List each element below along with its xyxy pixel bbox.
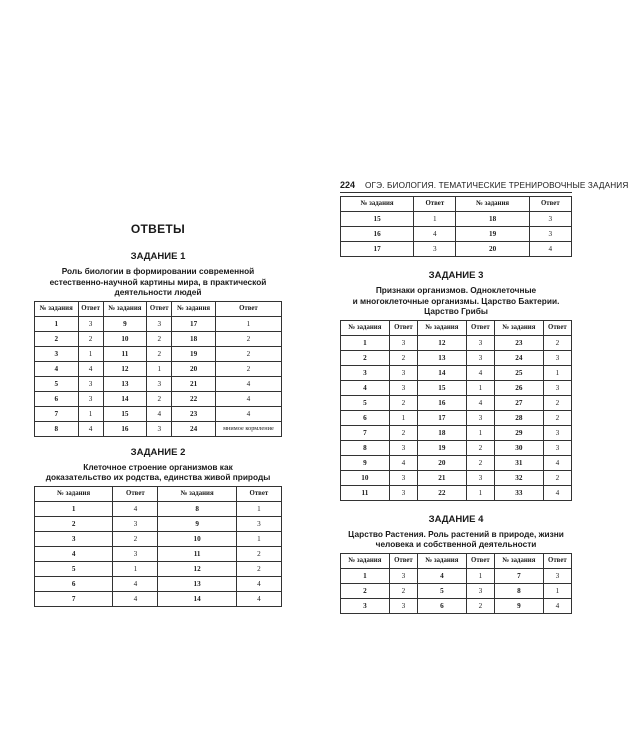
table-row	[35, 561, 282, 576]
task-number-cell: 12	[103, 361, 147, 376]
answer-cell: 3	[147, 376, 172, 391]
task4-description	[340, 529, 572, 550]
task4-desc-line: человека и собственной деятельности	[375, 539, 537, 549]
answers-heading: ОТВЕТЫ	[130, 222, 186, 236]
task-number-cell: 13	[158, 576, 236, 591]
column-header: Ответ	[543, 320, 571, 335]
answer-cell: 3	[78, 391, 103, 406]
answer-cell: 2	[543, 410, 571, 425]
task-number-cell: 15	[417, 380, 466, 395]
table-header-row	[341, 197, 572, 212]
page-number: 224	[340, 180, 356, 190]
task-number-cell: 1	[35, 316, 79, 331]
task-number-cell: 2	[35, 331, 79, 346]
answer-cell: 3	[78, 376, 103, 391]
answer-cell: 3	[466, 470, 494, 485]
table-header-row	[35, 301, 282, 316]
answer-cell: 3	[466, 335, 494, 350]
task-number-cell: 17	[172, 316, 216, 331]
answer-cell: 1	[543, 583, 571, 598]
answer-cell: 3	[389, 440, 417, 455]
task-number-cell: 22	[417, 485, 466, 500]
task-number-cell: 15	[341, 212, 414, 227]
table-row	[341, 583, 572, 598]
answer-cell: 4	[414, 227, 456, 242]
task1-desc-line: деятельности людей	[114, 287, 202, 297]
task-number-cell: 3	[35, 531, 113, 546]
table-header-row	[341, 553, 572, 568]
task-number-cell: 30	[494, 440, 543, 455]
answer-cell: 3	[389, 568, 417, 583]
task-number-cell: 24	[494, 350, 543, 365]
task-number-cell: 7	[35, 406, 79, 421]
answer-cell: 1	[466, 380, 494, 395]
task-number-cell: 3	[341, 598, 390, 613]
answer-cell: 3	[529, 212, 571, 227]
answer-cell: 1	[466, 485, 494, 500]
table-row	[35, 331, 282, 346]
answer-cell: 2	[466, 440, 494, 455]
answer-cell: 2	[389, 425, 417, 440]
answer-cell: 4	[215, 391, 281, 406]
table-row	[35, 316, 282, 331]
table-row	[35, 576, 282, 591]
task2-description	[34, 462, 282, 483]
answer-cell: 3	[113, 546, 158, 561]
task-number-cell: 9	[158, 516, 236, 531]
task-number-cell: 5	[35, 561, 113, 576]
table-row	[341, 440, 572, 455]
task-number-cell: 16	[417, 395, 466, 410]
table-row	[341, 425, 572, 440]
answer-cell: 2	[389, 350, 417, 365]
task-number-cell: 1	[341, 568, 390, 583]
answer-cell: 2	[113, 531, 158, 546]
task-number-cell: 14	[158, 591, 236, 606]
column-header: Ответ	[215, 301, 281, 316]
task1-desc-line: естественно-научной картины мира, в практической	[49, 276, 267, 287]
answer-cell: 2	[215, 361, 281, 376]
table-row	[35, 501, 282, 516]
column-header: № задания	[35, 301, 79, 316]
task2-desc-line: доказательство их родства, единства живой природы	[45, 472, 271, 482]
answer-cell: 2	[147, 391, 172, 406]
column-header: № задания	[35, 486, 113, 501]
answer-cell: 4	[543, 455, 571, 470]
answer-cell: 1	[78, 406, 103, 421]
task-number-cell: 19	[456, 227, 529, 242]
task-number-cell: 16	[103, 421, 147, 436]
task-number-cell: 19	[172, 346, 216, 361]
answer-cell: 1	[466, 425, 494, 440]
task-number-cell: 4	[35, 361, 79, 376]
task2-answers-table	[34, 486, 282, 607]
answer-cell: 3	[543, 568, 571, 583]
answer-cell: 3	[466, 410, 494, 425]
answer-cell: 4	[113, 501, 158, 516]
table-header-row	[35, 486, 282, 501]
task3-description	[340, 285, 572, 317]
table-row	[35, 361, 282, 376]
answer-cell: 4	[236, 591, 281, 606]
task-number-cell: 20	[417, 455, 466, 470]
answer-cell: 1	[389, 410, 417, 425]
column-header: Ответ	[78, 301, 103, 316]
answer-cell: 3	[529, 227, 571, 242]
task3-desc-line: и многоклеточные организмы. Царство Бактерии.	[352, 295, 560, 306]
running-title: ОГЭ. БИОЛОГИЯ. ТЕМАТИЧЕСКИЕ ТРЕНИРОВОЧНЫЕ ЗАДАНИЯ	[365, 180, 628, 190]
answer-cell: 2	[466, 455, 494, 470]
table-row	[341, 350, 572, 365]
task-number-cell: 23	[172, 406, 216, 421]
column-header: Ответ	[466, 553, 494, 568]
task-number-cell: 18	[172, 331, 216, 346]
table-row	[35, 421, 282, 436]
task-number-cell: 25	[494, 365, 543, 380]
task-number-cell: 1	[35, 501, 113, 516]
answer-cell: 2	[147, 346, 172, 361]
task-number-cell: 28	[494, 410, 543, 425]
table-row	[341, 242, 572, 257]
task2-title: ЗАДАНИЕ 2	[130, 446, 186, 458]
task1-title: ЗАДАНИЕ 1	[130, 251, 186, 262]
column-header: Ответ	[414, 197, 456, 212]
answer-cell: 2	[215, 331, 281, 346]
column-header: № задания	[341, 197, 414, 212]
answer-cell: 1	[236, 531, 281, 546]
task-number-cell: 11	[103, 346, 147, 361]
column-header: № задания	[103, 301, 147, 316]
task-number-cell: 4	[35, 546, 113, 561]
task-number-cell: 32	[494, 470, 543, 485]
answer-cell: 3	[389, 598, 417, 613]
table-row	[341, 380, 572, 395]
answer-cell: 1	[543, 365, 571, 380]
task-number-cell: 13	[417, 350, 466, 365]
answer-cell: 2	[543, 470, 571, 485]
task-number-cell: 9	[341, 455, 390, 470]
answer-cell: 3	[466, 350, 494, 365]
column-header: № задания	[417, 553, 466, 568]
column-header: № задания	[341, 553, 390, 568]
table-row	[341, 410, 572, 425]
table-row	[35, 546, 282, 561]
task-number-cell: 26	[494, 380, 543, 395]
answer-cell: 4	[389, 455, 417, 470]
task-number-cell: 7	[494, 568, 543, 583]
answer-cell: 2	[466, 598, 494, 613]
answer-cell: 1	[147, 361, 172, 376]
answer-cell: 1	[466, 568, 494, 583]
answer-cell: 2	[236, 561, 281, 576]
answer-cell: 4	[113, 576, 158, 591]
task-number-cell: 7	[341, 425, 390, 440]
task-number-cell: 14	[103, 391, 147, 406]
task-number-cell: 8	[341, 440, 390, 455]
answer-cell: 4	[466, 395, 494, 410]
task-number-cell: 15	[103, 406, 147, 421]
column-header: Ответ	[147, 301, 172, 316]
task4-answers-table	[340, 553, 572, 614]
answer-cell: 4	[529, 242, 571, 257]
task-number-cell: 20	[172, 361, 216, 376]
column-header: Ответ	[543, 553, 571, 568]
answer-cell: 3	[543, 380, 571, 395]
task-number-cell: 8	[494, 583, 543, 598]
task4-desc-line: Царство Растения. Роль растений в природе, жизни	[348, 528, 564, 539]
column-header: Ответ	[113, 486, 158, 501]
task-number-cell: 10	[103, 331, 147, 346]
task-number-cell: 21	[417, 470, 466, 485]
task-number-cell: 16	[341, 227, 414, 242]
task-number-cell: 2	[341, 350, 390, 365]
table-row	[341, 395, 572, 410]
table-row	[35, 391, 282, 406]
answer-cell: 3	[113, 516, 158, 531]
task1-description	[34, 266, 282, 298]
answer-cell: 4	[113, 591, 158, 606]
column-header: № задания	[494, 553, 543, 568]
answer-cell: 1	[215, 316, 281, 331]
answer-cell: 2	[147, 331, 172, 346]
task-number-cell: 10	[158, 531, 236, 546]
answer-cell: 1	[414, 212, 456, 227]
answer-cell: 4	[215, 376, 281, 391]
table-row	[341, 365, 572, 380]
task4-title: ЗАДАНИЕ 4	[428, 513, 484, 525]
column-header: Ответ	[389, 553, 417, 568]
task-number-cell: 5	[35, 376, 79, 391]
column-header: Ответ	[389, 320, 417, 335]
column-header: № задания	[494, 320, 543, 335]
task-number-cell: 4	[341, 380, 390, 395]
answer-cell: 3	[414, 242, 456, 257]
answer-cell: 2	[389, 583, 417, 598]
column-header: Ответ	[529, 197, 571, 212]
task-number-cell: 2	[341, 583, 390, 598]
task-number-cell: 11	[341, 485, 390, 500]
answer-cell: 3	[389, 335, 417, 350]
answer-cell: 2	[543, 335, 571, 350]
answer-cell: 1	[113, 561, 158, 576]
answer-cell: 1	[236, 501, 281, 516]
answer-cell: 1	[78, 346, 103, 361]
table-row	[35, 531, 282, 546]
task-number-cell: 23	[494, 335, 543, 350]
task3-desc-line: Признаки организмов. Одноклеточные	[375, 285, 537, 295]
answer-cell: 3	[147, 316, 172, 331]
table-row	[35, 516, 282, 531]
answer-cell: 4	[466, 365, 494, 380]
answer-cell: 3	[389, 470, 417, 485]
task-number-cell: 19	[417, 440, 466, 455]
task-number-cell: 20	[456, 242, 529, 257]
answer-cell: 4	[215, 406, 281, 421]
answer-cell: 2	[389, 395, 417, 410]
answer-cell: 2	[78, 331, 103, 346]
table-row	[341, 470, 572, 485]
task-number-cell: 13	[103, 376, 147, 391]
answer-cell: 3	[543, 440, 571, 455]
table-row	[35, 406, 282, 421]
task-number-cell: 17	[417, 410, 466, 425]
task-number-cell: 7	[35, 591, 113, 606]
answer-cell: 3	[147, 421, 172, 436]
task3-title: ЗАДАНИЕ 3	[428, 270, 484, 281]
running-header	[340, 178, 628, 193]
task-number-cell: 6	[35, 391, 79, 406]
task-number-cell: 5	[417, 583, 466, 598]
task-number-cell: 8	[35, 421, 79, 436]
task3-desc-line: Царство Грибы	[424, 306, 488, 316]
task-number-cell: 3	[341, 365, 390, 380]
answer-cell: 3	[543, 425, 571, 440]
task-number-cell: 17	[341, 242, 414, 257]
task2-continued-table	[340, 196, 572, 257]
answer-cell: 3	[389, 380, 417, 395]
task-number-cell: 9	[494, 598, 543, 613]
answer-cell: 4	[543, 485, 571, 500]
task-number-cell: 9	[103, 316, 147, 331]
table-row	[35, 346, 282, 361]
answer-cell: 4	[236, 576, 281, 591]
column-header: № задания	[172, 301, 216, 316]
task-number-cell: 2	[35, 516, 113, 531]
answer-cell: 3	[236, 516, 281, 531]
task-number-cell: 8	[158, 501, 236, 516]
table-row	[341, 227, 572, 242]
task-number-cell: 24	[172, 421, 216, 436]
task-number-cell: 12	[158, 561, 236, 576]
task-number-cell: 6	[417, 598, 466, 613]
task-number-cell: 10	[341, 470, 390, 485]
task-number-cell: 11	[158, 546, 236, 561]
table-row	[341, 455, 572, 470]
task-number-cell: 6	[341, 410, 390, 425]
column-header: Ответ	[236, 486, 281, 501]
column-header: № задания	[417, 320, 466, 335]
table-row	[35, 376, 282, 391]
answer-cell: 3	[78, 316, 103, 331]
task-number-cell: 22	[172, 391, 216, 406]
table-row	[341, 335, 572, 350]
task-number-cell: 1	[341, 335, 390, 350]
answer-cell: 4	[78, 361, 103, 376]
task-number-cell: 3	[35, 346, 79, 361]
task-number-cell: 27	[494, 395, 543, 410]
task-number-cell: 6	[35, 576, 113, 591]
answer-cell: 4	[78, 421, 103, 436]
answer-cell: 4	[147, 406, 172, 421]
task-number-cell: 4	[417, 568, 466, 583]
answer-cell: 4	[543, 598, 571, 613]
table-row	[341, 485, 572, 500]
column-header: № задания	[341, 320, 390, 335]
task-number-cell: 31	[494, 455, 543, 470]
column-header: Ответ	[466, 320, 494, 335]
table-row	[35, 591, 282, 606]
task-number-cell: 21	[172, 376, 216, 391]
left-page	[34, 222, 282, 607]
answer-cell: 2	[543, 395, 571, 410]
task1-desc-line: Роль биологии в формировании современной	[61, 266, 255, 276]
column-header: № задания	[456, 197, 529, 212]
task-number-cell: 5	[341, 395, 390, 410]
answer-cell: 3	[389, 365, 417, 380]
task-number-cell: 33	[494, 485, 543, 500]
table-header-row	[341, 320, 572, 335]
task-number-cell: 29	[494, 425, 543, 440]
column-header: № задания	[158, 486, 236, 501]
task-number-cell: 18	[417, 425, 466, 440]
table-row	[341, 598, 572, 613]
answer-cell: 2	[236, 546, 281, 561]
task-number-cell: 14	[417, 365, 466, 380]
table-row	[341, 212, 572, 227]
task-number-cell: 12	[417, 335, 466, 350]
task-number-cell: 18	[456, 212, 529, 227]
table-row	[341, 568, 572, 583]
answer-cell: 3	[389, 485, 417, 500]
right-page	[340, 178, 628, 614]
answer-cell: мнимое кормление	[215, 421, 281, 436]
task1-answers-table	[34, 301, 282, 437]
task3-answers-table	[340, 320, 572, 501]
answer-cell: 2	[215, 346, 281, 361]
answer-cell: 3	[543, 350, 571, 365]
task2-desc-line: Клеточное строение организмов как	[83, 461, 233, 472]
answer-cell: 3	[466, 583, 494, 598]
